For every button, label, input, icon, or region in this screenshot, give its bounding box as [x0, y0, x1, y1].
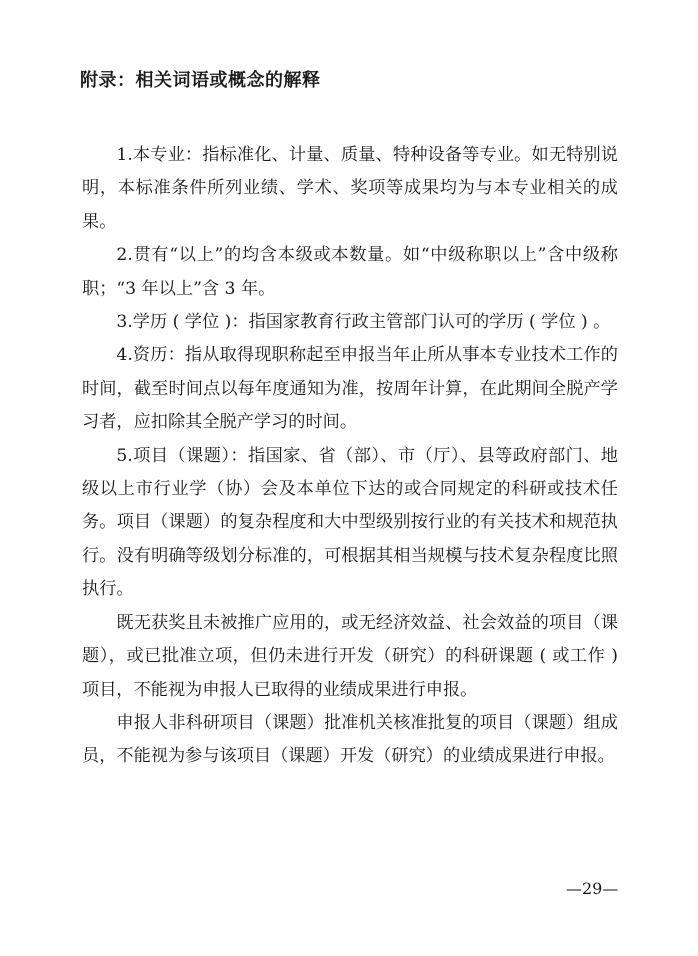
- page-number: —29—: [566, 879, 619, 898]
- paragraph-6: 既无获奖且未被推广应用的，或无经济效益、社会效益的项目（课题），或已批准立项，但仍未进行开发（研究）的科研课题 ( 或工作 ) 项目，不能视为申报人已取得的业绩成果进行申报。: [82, 612, 618, 700]
- paragraph-7: 申报人非科研项目（课题）批准机关核准批复的项目（课题）组成员，不能视为参与该项目（课题）开发（研究）的业绩成果进行申报。: [82, 712, 618, 767]
- paragraph-2: 2.贯有“以上”的均含本级或本数量。如“中级称职以上”含中级称职；“3 年以上”含 3 年。: [82, 245, 618, 299]
- paragraph-4: 4.资历：指从取得现职称起至申报当年止所从事本专业技术工作的时间，截至时间点以每年度通知为准，按周年计算，在此期间全脱产学习者，应扣除其全脱产学习的时间。: [82, 345, 618, 433]
- paragraph-3: 3.学历 ( 学位 )：指国家教育行政主管部门认可的学历 ( 学位 ) 。: [116, 312, 611, 333]
- body-text: [82, 139, 618, 774]
- appendix-title: 附录：相关词语或概念的解释: [80, 70, 321, 91]
- paragraph-5: 5.项目（课题）：指国家、省（部）、市（厅）、县等政府部门、地级以上市行业学（协）会及本单位下达的或合同规定的科研或技术任务。项目（课题）的复杂程度和大中型级别按行业的有关技术和规范执行。没有明确等级划分标准的，可根据其相当规模与技术复杂程度比照执行。: [82, 445, 618, 600]
- paragraph-1: 1.本专业：指标准化、计量、质量、特种设备等专业。如无特别说明，本标准条件所列业绩、学术、奖项等成果均为与本专业相关的成果。: [82, 145, 618, 232]
